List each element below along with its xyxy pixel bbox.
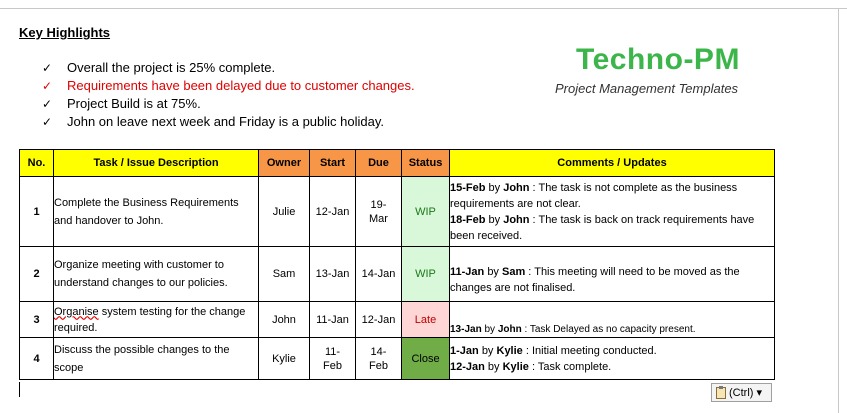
status-badge: Late — [402, 302, 450, 338]
table-row — [20, 247, 775, 302]
row-number: 1 — [20, 177, 54, 247]
table-row — [20, 338, 775, 380]
logo-title: Techno-PM — [576, 43, 740, 76]
checkmark-icon: ✓ — [42, 97, 53, 111]
task-due: 19-Mar — [356, 177, 402, 247]
header-no: No. — [20, 150, 54, 177]
task-due: 12-Jan — [356, 302, 402, 338]
task-start: 11-Feb — [310, 338, 356, 380]
status-badge: Close — [402, 338, 450, 380]
task-owner: Kylie — [259, 338, 310, 380]
highlight-item — [42, 95, 415, 113]
task-owner: Sam — [259, 247, 310, 302]
paste-options-label: (Ctrl) — [729, 386, 754, 399]
table-row — [20, 177, 775, 247]
header-description: Task / Issue Description — [54, 150, 259, 177]
task-due: 14-Jan — [356, 247, 402, 302]
status-badge: WIP — [402, 177, 450, 247]
task-owner: Julie — [259, 177, 310, 247]
table-header-row — [20, 150, 775, 177]
task-start: 13-Jan — [310, 247, 356, 302]
highlight-item — [42, 113, 415, 131]
comment-entry: 18-Feb by John : The task is back on track requirements have been received. — [450, 213, 755, 242]
comment-entry: 1-Jan by Kylie : Initial meeting conducted. — [450, 344, 657, 357]
highlights-list — [42, 59, 415, 131]
table-row — [20, 302, 775, 338]
checkmark-icon: ✓ — [42, 61, 53, 75]
clipboard-icon — [716, 387, 726, 399]
chevron-down-icon: ▾ — [756, 387, 762, 399]
header-due: Due — [356, 150, 402, 177]
task-table — [19, 149, 775, 380]
comment-entry: 13-Jan by John : Task Delayed as no capacity present. — [450, 324, 696, 335]
key-highlights-heading: Key Highlights — [19, 25, 111, 40]
row-number: 3 — [20, 302, 54, 338]
task-comments — [450, 247, 775, 302]
spellcheck-word[interactable]: Organise — [54, 305, 99, 318]
task-description: Discuss the possible changes to the scope — [54, 338, 259, 380]
task-owner: John — [259, 302, 310, 338]
checkmark-icon: ✓ — [42, 79, 53, 93]
task-description: Organize meeting with customer to understand changes to our policies. — [54, 247, 259, 302]
header-status: Status — [402, 150, 450, 177]
comment-entry: 12-Jan by Kylie : Task complete. — [450, 360, 612, 373]
highlight-text: John on leave next week and Friday is a public holiday. — [67, 114, 385, 129]
row-number: 4 — [20, 338, 54, 380]
task-comments — [450, 338, 775, 380]
text-cursor — [19, 382, 20, 397]
highlight-item — [42, 59, 415, 77]
status-badge: WIP — [402, 247, 450, 302]
task-comments — [450, 302, 775, 338]
highlight-text: Project Build is at 75%. — [67, 96, 201, 111]
header-start: Start — [310, 150, 356, 177]
task-description: Complete the Business Requirements and handover to John. — [54, 177, 259, 247]
task-start: 12-Jan — [310, 177, 356, 247]
highlight-item — [42, 77, 415, 95]
task-description: Organise system testing for the change required. — [54, 302, 259, 338]
logo-subtitle: Project Management Templates — [555, 81, 739, 96]
header-comments: Comments / Updates — [450, 150, 775, 177]
header-owner: Owner — [259, 150, 310, 177]
comment-entry: 15-Feb by John : The task is not complete as the business requirements are not clear. — [450, 181, 738, 210]
comment-entry: 11-Jan by Sam : This meeting will need to be moved as the changes are not finalised. — [450, 266, 740, 294]
task-comments — [450, 177, 775, 247]
document-top-border — [0, 8, 847, 9]
highlight-text: Requirements have been delayed due to customer changes. — [67, 78, 415, 93]
task-start: 11-Jan — [310, 302, 356, 338]
task-due: 14-Feb — [356, 338, 402, 380]
highlight-text: Overall the project is 25% complete. — [67, 60, 276, 75]
row-number: 2 — [20, 247, 54, 302]
paste-options-button[interactable] — [711, 383, 772, 402]
checkmark-icon: ✓ — [42, 115, 53, 129]
document-right-border — [838, 8, 839, 413]
